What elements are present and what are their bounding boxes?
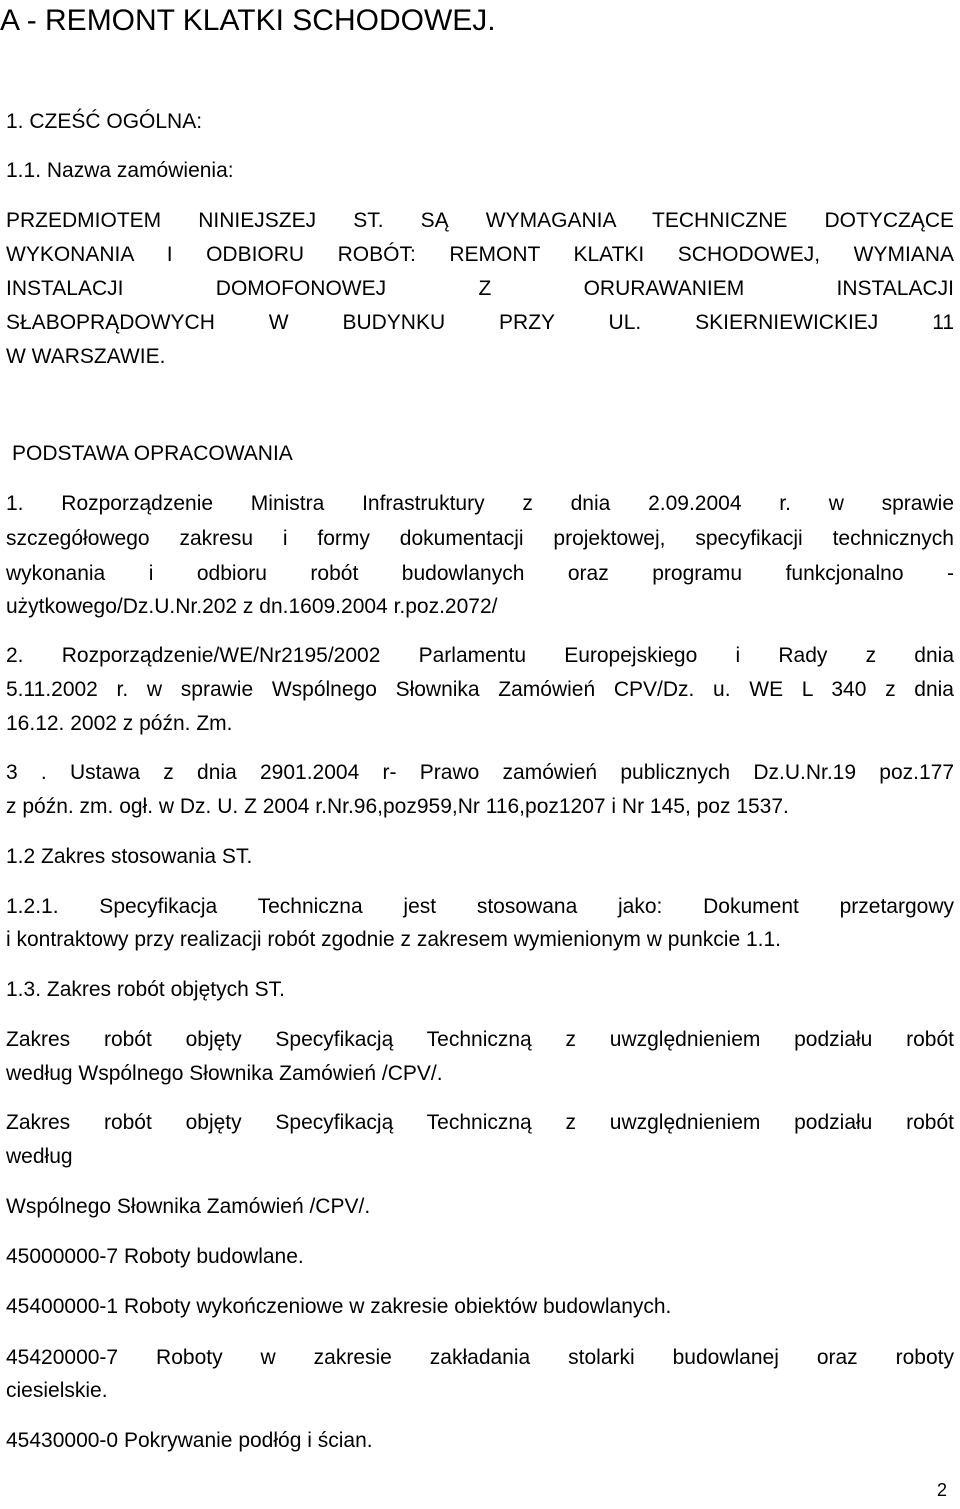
paragraph-line: i kontraktowy przy realizacji robót zgodnie z zakresem wymienionym w punkcie 1.1. — [6, 928, 781, 951]
paragraph-line: 1.2.1. Specyfikacja Techniczna jest stosowana jako: Dokument przetargowy — [6, 895, 954, 918]
basis-line: 1. Rozporządzenie Ministra Infrastruktury z dnia 2.09.2004 r. w sprawie — [6, 492, 954, 515]
basis-heading: PODSTAWA OPRACOWANIA — [12, 442, 293, 465]
section-1-3-heading: 1.3. Zakres robót objętych ST. — [6, 978, 285, 1001]
document-title: A - REMONT KLATKI SCHODOWEJ. — [0, 4, 496, 37]
subject-line: WYKONANIA I ODBIORU ROBÓT: REMONT KLATKI SCHODOWEJ, WYMIANA — [6, 243, 954, 266]
page-number: 2 — [937, 1480, 948, 1500]
cpv-item: 45400000-1 Roboty wykończeniowe w zakresie obiektów budowlanych. — [6, 1295, 672, 1318]
basis-line: 3 . Ustawa z dnia 2901.2004 r- Prawo zamówień publicznych Dz.U.Nr.19 poz.177 — [6, 761, 954, 784]
paragraph-line: według — [6, 1145, 73, 1168]
paragraph-line: Wspólnego Słownika Zamówień /CPV/. — [6, 1195, 371, 1218]
subject-line: INSTALACJI DOMOFONOWEJ Z ORURAWANIEM INSTALACJI — [6, 277, 954, 300]
section-1-heading: 1. CZEŚĆ OGÓLNA: — [6, 110, 203, 133]
paragraph-line: według Wspólnego Słownika Zamówień /CPV/. — [6, 1062, 443, 1085]
basis-line: 2. Rozporządzenie/WE/Nr2195/2002 Parlamentu Europejskiego i Rady z dnia — [6, 644, 954, 667]
basis-line: użytkowego/Dz.U.Nr.202 z dn.1609.2004 r.poz.2072/ — [6, 595, 498, 618]
cpv-item: 45420000-7 Roboty w zakresie zakładania stolarki budowlanej oraz roboty — [6, 1346, 954, 1369]
section-1-1-heading: 1.1. Nazwa zamówienia: — [6, 159, 234, 182]
basis-line: z późn. zm. ogł. w Dz. U. Z 2004 r.Nr.96,poz959,Nr 116,poz1207 i Nr 145, poz 1537. — [6, 795, 789, 818]
basis-line: szczegółowego zakresu i formy dokumentacji projektowej, specyfikacji technicznych — [6, 527, 954, 550]
cpv-item: 45430000-0 Pokrywanie podłóg i ścian. — [6, 1429, 373, 1452]
basis-line: 16.12. 2002 z późn. Zm. — [6, 712, 233, 735]
cpv-item: 45000000-7 Roboty budowlane. — [6, 1245, 304, 1268]
basis-line: wykonania i odbioru robót budowlanych oraz programu funkcjonalno - — [6, 562, 954, 585]
subject-line: W WARSZAWIE. — [6, 345, 166, 368]
subject-line: PRZEDMIOTEM NINIEJSZEJ ST. SĄ WYMAGANIA TECHNICZNE DOTYCZĄCE — [6, 209, 954, 232]
paragraph-line: Zakres robót objęty Specyfikacją Techniczną z uwzględnieniem podziału robót — [6, 1111, 954, 1134]
basis-line: 5.11.2002 r. w sprawie Wspólnego Słownika Zamówień CPV/Dz. u. WE L 340 z dnia — [6, 678, 954, 701]
section-1-2-heading: 1.2 Zakres stosowania ST. — [6, 845, 253, 868]
paragraph-line: Zakres robót objęty Specyfikacją Techniczną z uwzględnieniem podziału robót — [6, 1028, 954, 1051]
cpv-item-continuation: ciesielskie. — [6, 1379, 108, 1402]
subject-line: SŁABOPRĄDOWYCH W BUDYNKU PRZY UL. SKIERNIEWICKIEJ 11 — [6, 311, 954, 334]
